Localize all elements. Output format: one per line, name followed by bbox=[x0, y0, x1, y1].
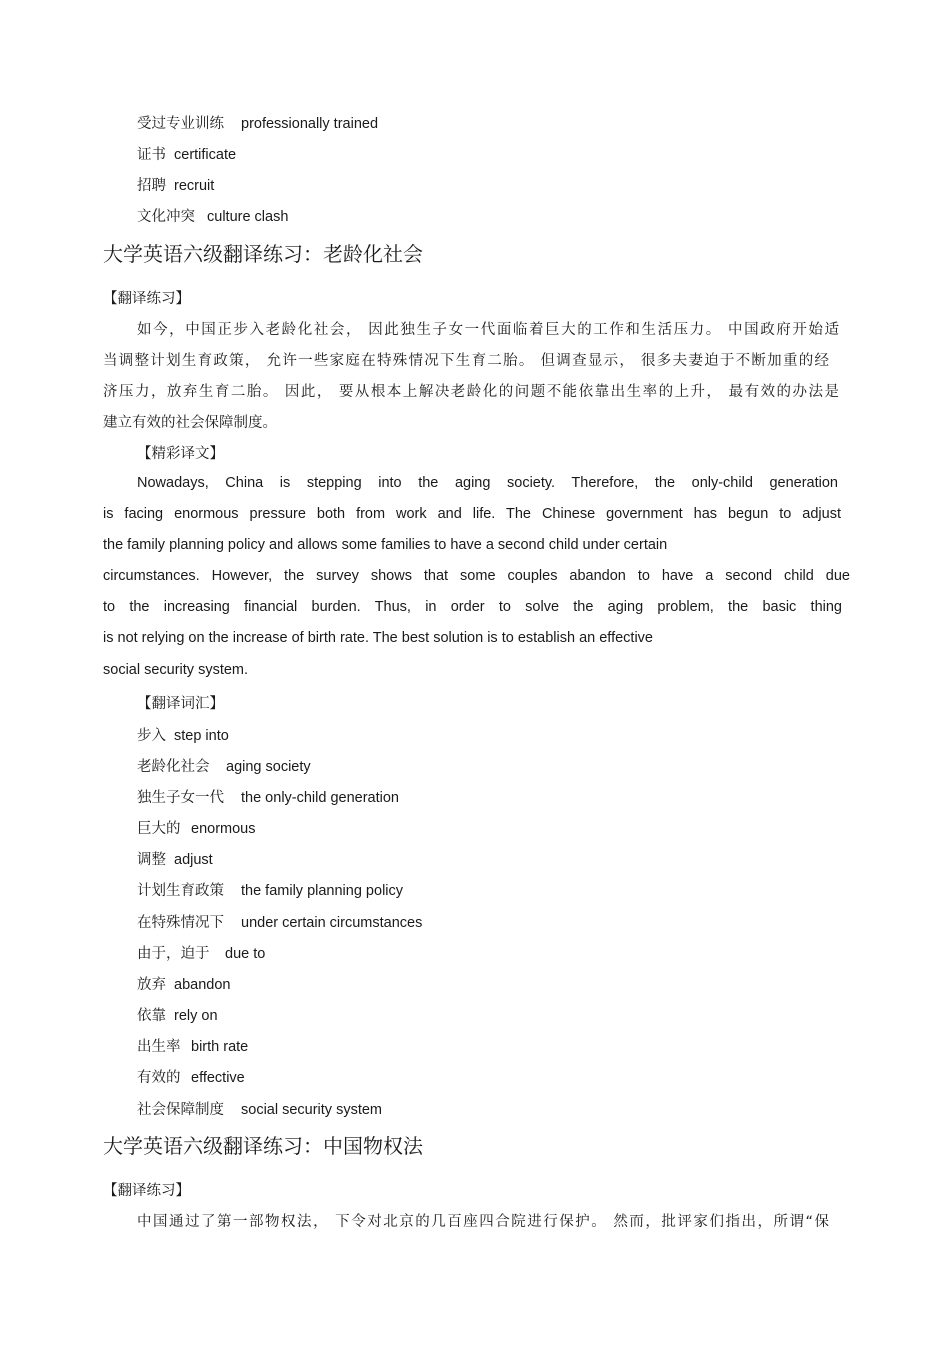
vocab-item bbox=[137, 724, 229, 745]
vocab-chinese: 在特殊情况下 bbox=[137, 915, 224, 931]
vocab-english: professionally trained bbox=[241, 116, 379, 132]
vocab-item bbox=[137, 942, 265, 963]
vocab-english: certificate bbox=[174, 147, 237, 163]
chinese-paragraph-line: 如今，中国正步入老龄化社会， 因此独生子女一代面临着巨大的工作和生活压力。 中国政府开始适 bbox=[137, 322, 839, 338]
vocab-chinese: 文化冲突 bbox=[137, 209, 195, 225]
english-paragraph-line: Nowadays, China is stepping into the aging society. Therefore, the only-child generation bbox=[137, 475, 838, 491]
vocab-item bbox=[137, 973, 230, 994]
vocab-item bbox=[137, 879, 403, 900]
vocab-item bbox=[137, 911, 422, 932]
vocab-item bbox=[137, 174, 214, 195]
vocab-english: the family planning policy bbox=[241, 883, 404, 899]
exercise-label: 【翻译练习】 bbox=[103, 291, 190, 307]
exercise-label: 【翻译练习】 bbox=[103, 1183, 190, 1199]
vocab-chinese: 巨大的 bbox=[137, 821, 181, 837]
vocab-english: due to bbox=[225, 946, 266, 962]
vocab-chinese: 出生率 bbox=[137, 1039, 181, 1055]
english-paragraph-line: circumstances. However, the survey shows that some couples abandon to have a second child due bbox=[103, 568, 850, 584]
vocab-chinese: 社会保障制度 bbox=[137, 1102, 224, 1118]
vocab-chinese: 由于，迫于 bbox=[137, 946, 210, 962]
vocab-english: adjust bbox=[174, 852, 213, 868]
vocab-english: birth rate bbox=[191, 1039, 249, 1055]
english-paragraph-line: the family planning policy and allows some families to have a second child under certain bbox=[103, 537, 668, 553]
vocab-item bbox=[137, 786, 399, 807]
vocab-item bbox=[137, 1066, 245, 1087]
vocab-chinese: 调整 bbox=[137, 852, 166, 868]
vocab-item bbox=[137, 1004, 218, 1025]
vocab-item bbox=[137, 755, 311, 776]
vocab-item bbox=[137, 848, 213, 869]
vocab-english: rely on bbox=[174, 1008, 218, 1024]
section-title: 大学英语六级翻译练习：老龄化社会 bbox=[103, 242, 423, 266]
vocab-item bbox=[137, 143, 236, 164]
vocab-english: the only-child generation bbox=[241, 790, 399, 806]
section-title: 大学英语六级翻译练习：中国物权法 bbox=[103, 1134, 423, 1158]
english-paragraph-line: to the increasing financial burden. Thus, in order to solve the aging problem, the basic thing bbox=[103, 599, 842, 615]
vocab-chinese: 招聘 bbox=[137, 178, 166, 194]
chinese-paragraph-line: 建立有效的社会保障制度。 bbox=[103, 415, 277, 431]
vocab-item bbox=[137, 112, 378, 133]
vocab-item bbox=[137, 817, 255, 838]
english-paragraph-line: is facing enormous pressure both from work and life. The Chinese government has begun to adjust bbox=[103, 506, 841, 522]
vocab-english: aging society bbox=[226, 759, 311, 775]
vocab-english: culture clash bbox=[207, 209, 289, 225]
vocab-chinese: 步入 bbox=[137, 728, 166, 744]
vocab-english: effective bbox=[191, 1070, 245, 1086]
english-paragraph-line: social security system. bbox=[103, 662, 249, 678]
english-paragraph-line: is not relying on the increase of birth rate. The best solution is to establish an effective bbox=[103, 630, 653, 646]
vocab-label: 【翻译词汇】 bbox=[137, 696, 224, 712]
vocab-english: step into bbox=[174, 728, 229, 744]
chinese-paragraph-line: 当调整计划生育政策， 允许一些家庭在特殊情况下生育二胎。 但调查显示， 很多夫妻迫于不断加重的经 bbox=[103, 353, 829, 369]
vocab-chinese: 依靠 bbox=[137, 1008, 166, 1024]
vocab-chinese: 老龄化社会 bbox=[137, 759, 210, 775]
vocab-chinese: 独生子女一代 bbox=[137, 790, 224, 806]
vocab-english: abandon bbox=[174, 977, 231, 993]
vocab-chinese: 放弃 bbox=[137, 977, 166, 993]
vocab-english: under certain circumstances bbox=[241, 915, 423, 931]
vocab-item bbox=[137, 1098, 382, 1119]
chinese-paragraph-line: 中国通过了第一部物权法， 下令对北京的几百座四合院进行保护。 然而，批评家们指出，所谓“保 bbox=[137, 1214, 829, 1230]
vocab-english: recruit bbox=[174, 178, 215, 194]
chinese-paragraph-line: 济压力，放弃生育二胎。 因此， 要从根本上解决老龄化的问题不能依靠出生率的上升， 最有效的办法是 bbox=[103, 384, 839, 400]
vocab-chinese: 计划生育政策 bbox=[137, 883, 224, 899]
vocab-english: enormous bbox=[191, 821, 256, 837]
vocab-chinese: 受过专业训练 bbox=[137, 116, 224, 132]
vocab-english: social security system bbox=[241, 1102, 383, 1118]
vocab-item bbox=[137, 205, 288, 226]
vocab-item bbox=[137, 1035, 248, 1056]
translation-label: 【精彩译文】 bbox=[137, 446, 224, 462]
vocab-chinese: 证书 bbox=[137, 147, 166, 163]
vocab-chinese: 有效的 bbox=[137, 1070, 181, 1086]
